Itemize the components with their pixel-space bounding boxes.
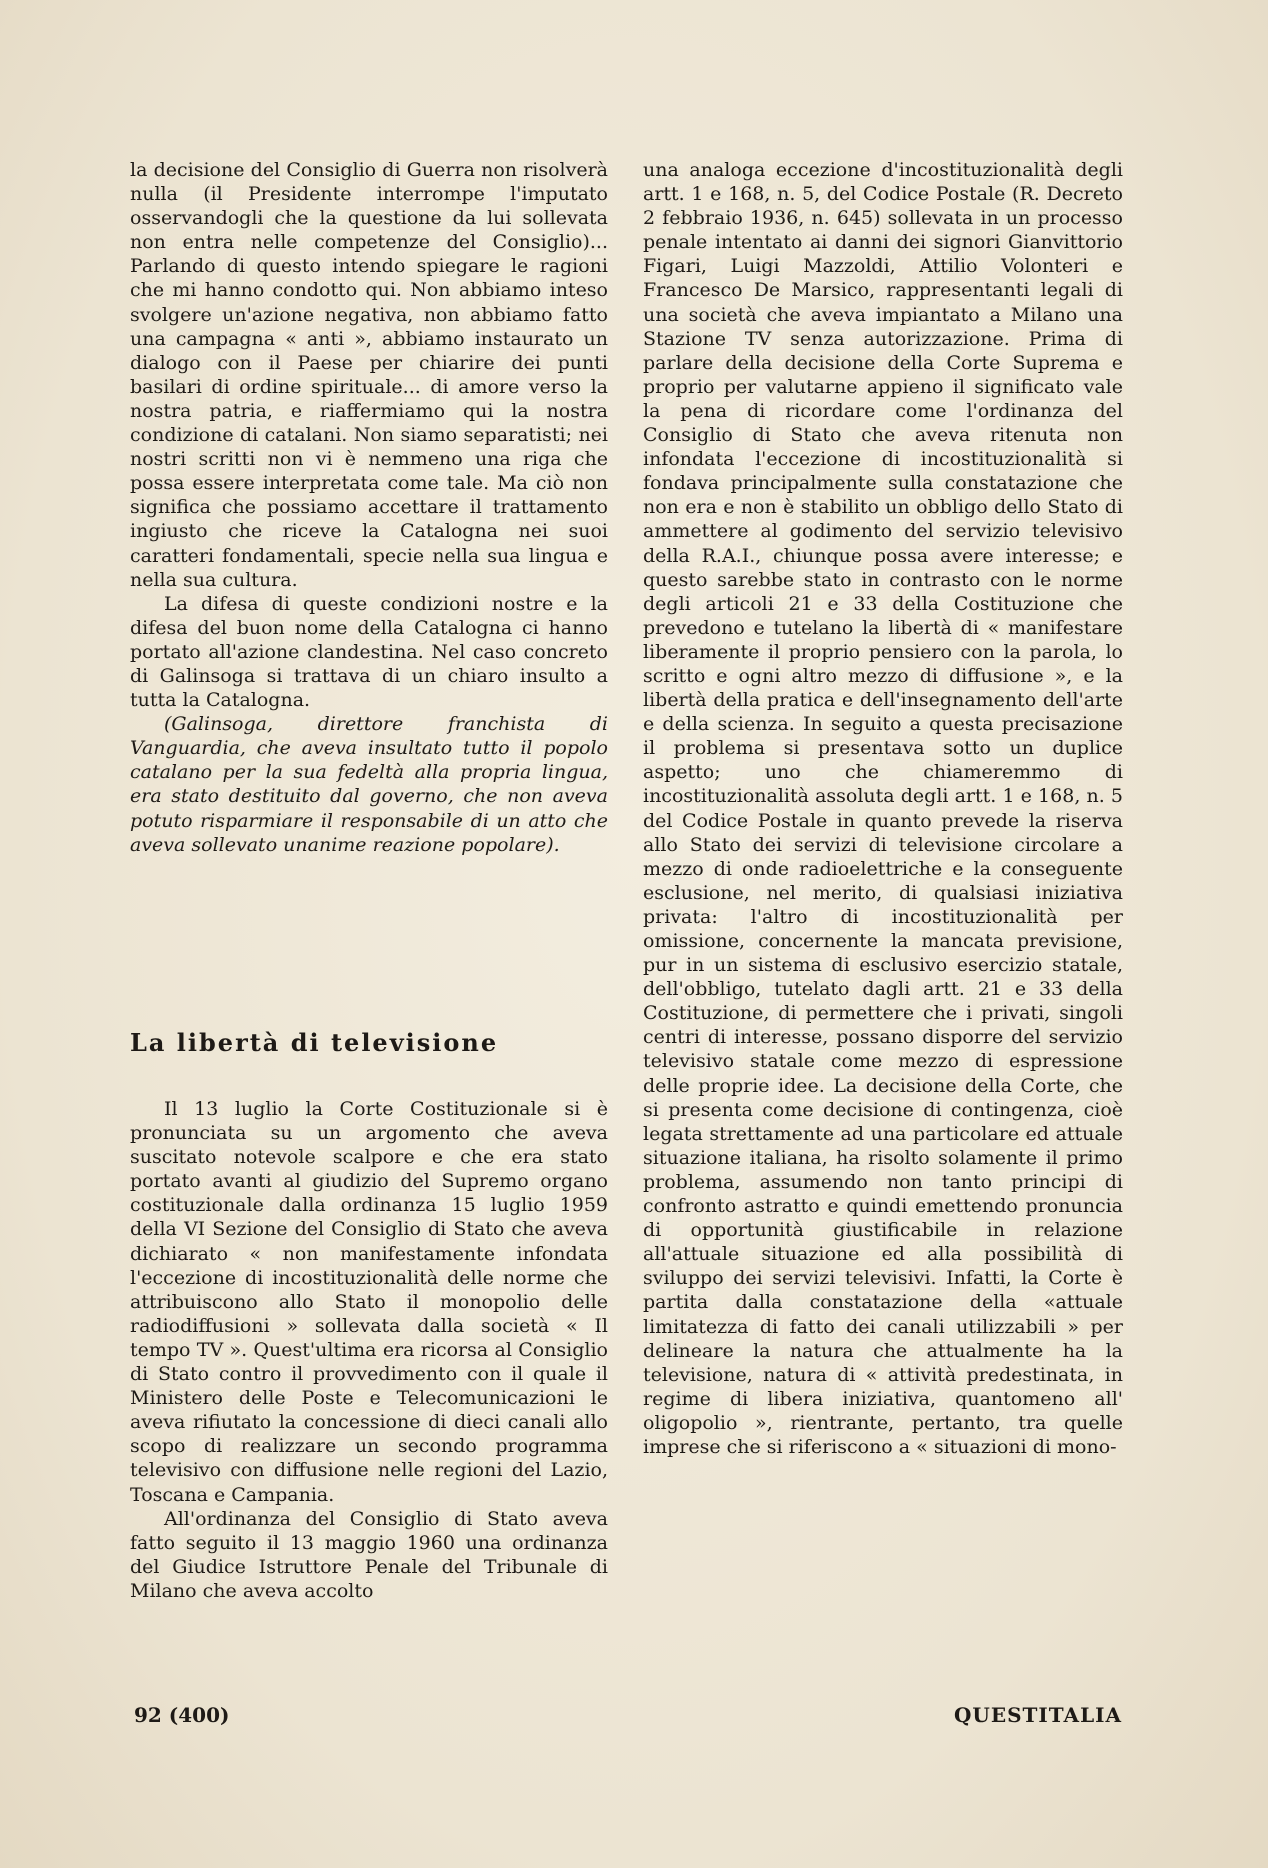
section-paragraph-2: All'ordinanza del Consiglio di Stato aveva fatto seguito il 13 maggio 1960 una ordinanza del Giudice Istruttore Penale del Tribunale di Milano che aveva accolto (130, 1507, 608, 1602)
right-paragraph-1: una analoga eccezione d'incostituzionalità degli artt. 1 e 168, n. 5, del Codice Postale (R. Decreto 2 febbraio 1936, n. 645) sollevata in un processo penale intentato ai danni dei signori Gianvittorio Figari, Luigi Mazzoldi, Attilio Volonteri e Francesco De Marsico, rappresentanti legali di una società che aveva impiantato a Milano una Stazione TV senza autorizzazione. Prima di parlare della decisione della Corte Suprema e proprio per valutarne appieno il significato vale la pena di ricordare come l'ordinanza del Consiglio di Stato che aveva ritenuta non infondata l'eccezione di incostituzionalità si fondava principalmente sulla constatazione che non era e non è stabilito un obbligo dello Stato di ammettere al godimento del servizio televisivo della R.A.I., chiunque possa avere interesse; e questo sarebbe stato in contrasto con le norme degli articoli 21 e 33 della Costituzione che prevedono e tutelano la libertà di « manifestare liberamente il proprio pensiero con la parola, lo scritto e ogni altro mezzo di diffusione », e la libertà della pratica e dell'insegnamento dell'arte e della scienza. In seguito a questa precisazione il problema si presentava sotto un duplice aspetto; uno che chiameremmo di incostituzionalità assoluta degli artt. 1 e 168, n. 5 del Codice Postale in quanto prevede la riserva allo Stato dei servizi di televisione circolare a mezzo di onde radioelettriche e la conseguente esclusione, nel merito, di qualsiasi iniziativa privata: l'altro di incostituzionalità per omissione, concernente la mancata previsione, pur in un sistema di esclusivo esercizio statale, dell'obbligo, tutelato dagli artt. 21 e 33 della Costituzione, di permettere che i privati, singoli centri di interesse, possano disporre del servizio televisivo statale come mezzo di espressione delle proprie idee. La decisione della Corte, che si presenta come decisione di contingenza, cioè legata strettamente ad una particolare ed attuale situazione italiana, ha risolto solamente il primo problema, assumendo non tanto principi di confronto astratto e quindi emettendo pronuncia di opportunità giustificabile in relazione all'attuale situazione ed alla possibilità di sviluppo dei servizi televisivi. Infatti, la Corte è partita dalla constatazione della «attuale limitatezza di fatto dei canali utilizzabili » per delineare la natura che attualmente ha la televisione, natura di « attività predestinata, in regime di libera iniziativa, quantomeno all' oligopolio », rientrante, pertanto, tra quelle imprese che si riferiscono a « situazioni di mono- (643, 159, 1123, 1458)
left-paragraph-1: la decisione del Consiglio di Guerra non risolverà nulla (il Presidente interrompe l'imputato osservandogli che la questione da lui sollevata non entra nelle competenze del Consiglio)... Parlando di questo intendo spiegare le ragioni che mi hanno condotto qui. Non abbiamo inteso svolgere un'azione negativa, non abbiamo fatto una campagna « anti », abbiamo instaurato un dialogo con il Paese per chiarire dei punti basilari di ordine spirituale... di amore verso la nostra patria, e riaffermiamo qui la nostra condizione di catalani. Non siamo separatisti; nei nostri scritti non vi è nemmeno una riga che possa essere interpretata come tale. Ma ciò non significa che possiamo accettare il trattamento ingiusto che riceve la Catalogna nei suoi caratteri fondamentali, specie nella sua lingua e nella sua cultura. (130, 159, 608, 591)
right-column (643, 158, 1123, 1459)
left-paragraph-2: La difesa di queste condizioni nostre e la difesa del buon nome della Catalogna ci hanno portato all'azione clandestina. Nel caso concreto di Galinsoga si trattava di un chiaro insulto a tutta la Catalogna. (130, 592, 608, 712)
section-body (130, 1097, 608, 1603)
section-heading: La libertà di televisione (130, 1028, 499, 1057)
section-paragraph-1: Il 13 luglio la Corte Costituzionale si è pronunciata su un argomento che aveva suscitato notevole scalpore e che era stato portato avanti al giudizio del Supremo organo costituzionale dalla ordinanza 15 luglio 1959 della VI Sezione del Consiglio di Stato che aveva dichiarato « non manifestamente infondata l'eccezione di incostituzionalità delle norme che attribuiscono allo Stato il monopolio delle radiodiffusioni » sollevata dalla società « Il tempo TV ». Quest'ultima era ricorsa al Consiglio di Stato contro il provvedimento con il quale il Ministero delle Poste e Telecomunicazioni le aveva rifiutato la concessione di dieci canali allo scopo di realizzare un secondo programma televisivo con diffusione nelle regioni del Lazio, Toscana e Campania. (130, 1098, 608, 1506)
magazine-title: QUESTITALIA (953, 1703, 1122, 1727)
left-column (130, 158, 608, 857)
page-number: 92 (400) (134, 1703, 230, 1727)
left-paragraph-3: (Galinsoga, direttore franchista di Vanguardia, che aveva insultato tutto il popolo catalano per la sua fedeltà alla propria lingua, era stato destituito dal governo, che non aveva potuto risparmiare il responsabile di un atto che aveva sollevato unanime reazione popolare). (130, 713, 608, 856)
